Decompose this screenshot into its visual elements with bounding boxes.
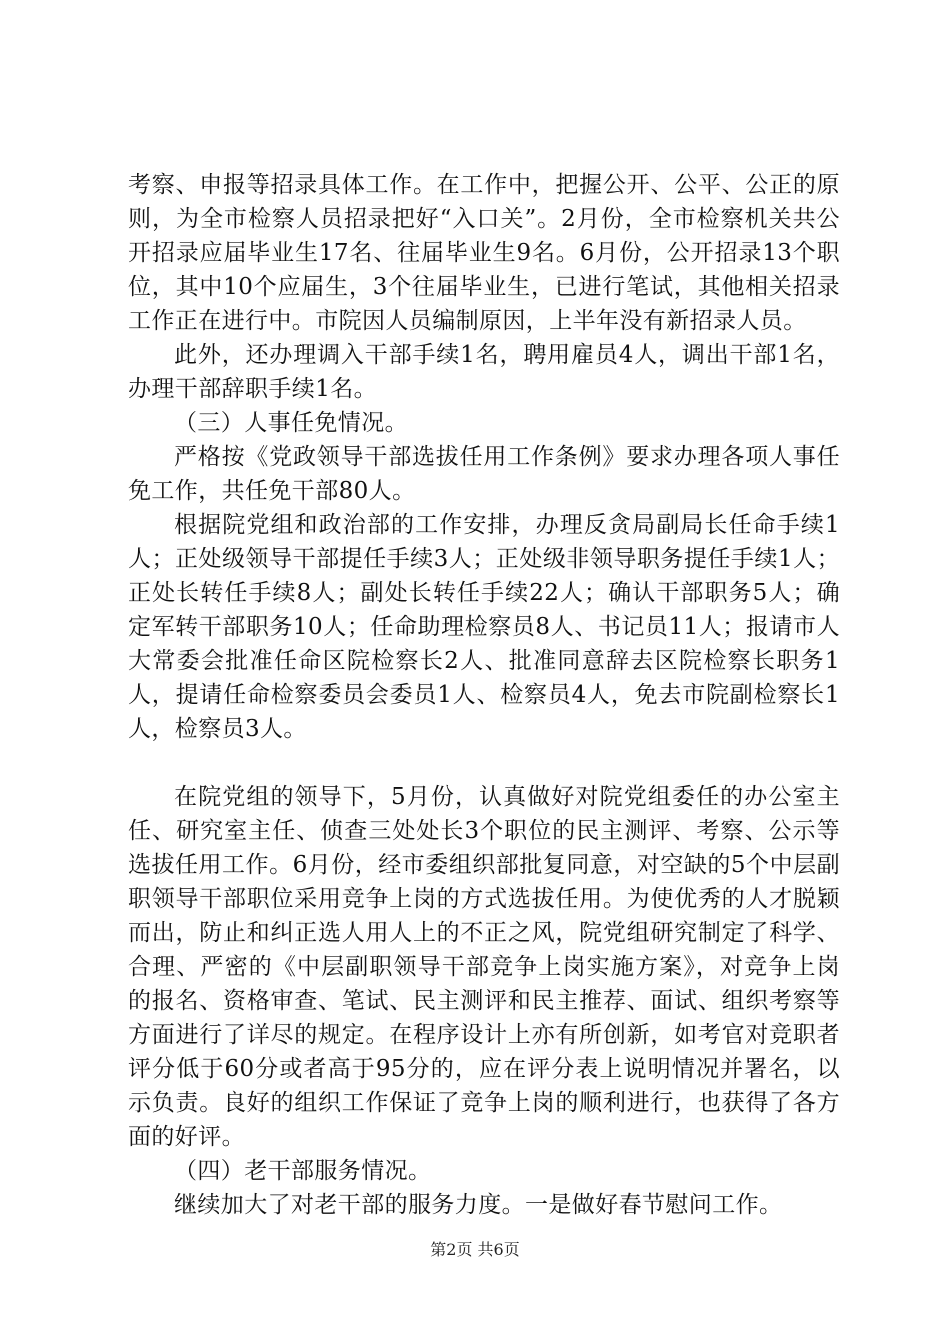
paragraph-competitive-selection: 在院党组的领导下，5月份，认真做好对院党组委任的办公室主任、研究室主任、侦查三处处长3个职位的民主测评、考察、公示等选拔任用工作。6月份，经市委组织部批复同意，对空缺的5个中层副职领导干部职位采用竞争上岗的方式选拔任用。为使优秀的人才脱颖而出，防止和纠正选人用人上的不正之风，院党组研究制定了科学、合理、严密的《中层副职领导干部竞争上岗实施方案》，对竞争上岗的报名、资格审查、笔试、民主测评和民主推荐、面试、组织考察等方面进行了详尽的规定。在程序设计上亦有所创新，如考官对竞职者评分低于60分或者高于95分的，应在评分表上说明情况并署名，以示负责。良好的组织工作保证了竞争上岗的顺利进行，也获得了各方面的好评。 [128, 784, 840, 1150]
paragraph-gap [128, 746, 840, 780]
paragraph-recruitment-continued: 考察、申报等招录具体工作。在工作中，把握公开、公平、公正的原则，为全市检察人员招录把好“入口关”。2月份，全市检察机关共公开招录应届毕业生17名、往届毕业生9名。6月份，公开招录13个职位，其中10个应届生，3个往届毕业生，已进行笔试，其他相关招录工作正在进行中。市院因人员编制原因，上半年没有新招录人员。 [128, 172, 840, 334]
paragraph-transfers: 此外，还办理调入干部手续1名，聘用雇员4人，调出干部1名，办理干部辞职手续1名。 [128, 342, 840, 402]
section-heading-retired-cadres: （四）老干部服务情况。 [174, 1158, 432, 1184]
paragraph-appointment-regulation: 严格按《党政领导干部选拔任用工作条例》要求办理各项人事任免工作，共任免干部80人。 [128, 444, 840, 504]
paragraph-retired-cadres-service: 继续加大了对老干部的服务力度。一是做好春节慰问工作。 [174, 1192, 783, 1218]
document-body [128, 168, 840, 1222]
page-number-footer: 第2页 共6页 [430, 1240, 520, 1259]
paragraph-appointment-details: 根据院党组和政治部的工作安排，办理反贪局副局长任命手续1人；正处级领导干部提任手续3人；正处级非领导职务提任手续1人；正处长转任手续8人；副处长转任手续22人；确认干部职务5人；确定军转干部职务10人；任命助理检察员8人、书记员11人；报请市人大常委会批准任命区院检察长2人、批准同意辞去区院检察长职务1人，提请任命检察委员会委员1人、检察员4人，免去市院副检察长1人，检察员3人。 [128, 512, 840, 742]
section-heading-appointments: （三）人事任免情况。 [174, 410, 408, 436]
